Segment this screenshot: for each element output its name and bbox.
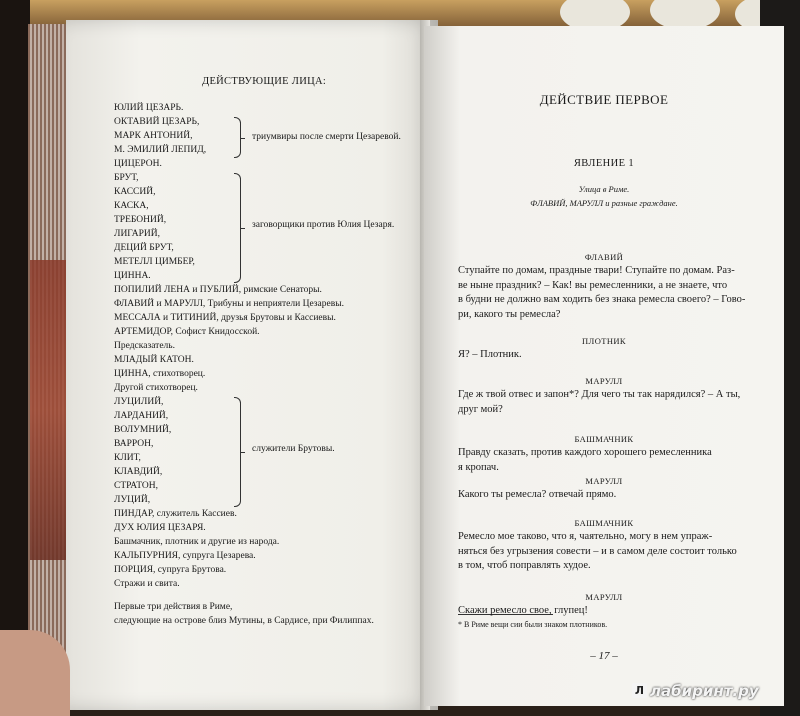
setting-line: Первые три действия в Риме, [114,602,233,612]
dialogue-line: ри, какого ты ремесла? [458,308,561,320]
brace-servants [234,397,241,507]
cast-line: ЦИННА. [114,271,151,281]
cast-line: ЛУЦИЛИЙ, [114,397,164,407]
cast-line: ПИНДАР, служитель Кассиев. [114,509,237,519]
cast-line: КАЛЬПУРНИЯ, супруга Цезарева. [114,551,256,561]
dialogue-line: Какого ты ремесла? отвечай прямо. [458,489,617,500]
cast-line: ЦИННА, стихотворец. [114,369,206,379]
dialogue-line: друг мой? [458,403,503,415]
cast-line: ПОПИЛИЙ ЛЕНА и ПУБЛИЙ, римские Сенаторы. [114,285,322,295]
cast-line: БРУТ, [114,173,139,183]
cast-line: КАССИЙ, [114,187,156,197]
act-title: ДЕЙСТВИЕ ПЕРВОЕ [539,92,669,107]
cast-line: МАРК АНТОНИЙ, [114,131,193,141]
cast-line: КАСКА, [114,201,149,211]
setting-line: следующие на острове близ Мутины, в Сардисе, при Филиппах. [114,616,374,626]
page-number: – 17 – [590,650,618,662]
cast-line: ДЕЦИЙ БРУТ, [114,243,174,253]
dialogue-line: в будни не должно вам ходить без знака ремесла своего? – Гово- [458,294,746,305]
footnote: * В Риме вещи сии были знаком плотников. [458,620,608,629]
dialogue-line: ве ныне праздник? – Как! вы ремесленники, а не знаете, что [458,279,728,291]
dialogue-line: няться без угрызения совести – и в самом деле состоит только [458,545,737,557]
cast-line: М. ЭМИЛИЙ ЛЕПИД, [114,145,207,155]
scene-cast: ФЛАВИЙ, МАРУЛЛ и разные граждане. [530,198,678,208]
cast-line: Башмачник, плотник и другие из народа. [114,537,280,547]
cast-line: ФЛАВИЙ и МАРУЛЛ, Трибуны и неприятели Цезаревы. [114,299,344,309]
hand [0,630,70,716]
cast-line: Предсказатель. [114,341,175,351]
cast-line: МЕТЕЛЛ ЦИМБЕР, [114,257,195,267]
cast-line: Другой стихотворец. [114,383,198,393]
speaker-name: МАРУЛЛ [585,476,623,486]
left-page [66,20,438,710]
cast-line: МЛАДЫЙ КАТОН. [114,355,194,365]
dialogue-line: Правду сказать, против каждого хорошего ремесленника [458,447,712,458]
group-note: триумвиры после смерти Цезаревой. [252,132,401,142]
speaker-name: БАШМАЧНИК [574,434,634,444]
speaker-name: ФЛАВИЙ [584,252,624,262]
cast-line: ВОЛУМНИЙ, [114,425,172,435]
cast-line: ЦИЦЕРОН. [114,159,162,169]
cast-line: ЛИГАРИЙ, [114,229,161,239]
dialogue-line: я кропач. [458,461,499,473]
brace-triumvirs [234,117,241,158]
speaker-name: БАШМАЧНИК [574,518,634,528]
speaker-name: МАРУЛЛ [585,592,623,602]
cast-line: КЛИТ, [114,453,141,463]
cast-line: АРТЕМИДОР, Софист Книдосской. [114,327,260,337]
cast-line: ДУХ ЮЛИЯ ЦЕЗАРЯ. [114,523,206,533]
dialogue-line: Где ж твой отвес и запон*? Для чего ты так нарядился? – А ты, [458,389,741,400]
watermark: лабиринт.ру [650,682,759,700]
brace-conspirators [234,173,241,283]
cast-line: ЛАРДАНИЙ, [114,411,169,421]
speaker-name: ПЛОТНИК [582,336,626,346]
cast-heading: ДЕЙСТВУЮЩИЕ ЛИЦА: [202,76,327,87]
dialogue-line: Ремесло мое таково, что я, чаятельно, могу в нем упраж- [458,531,713,542]
group-note: служители Брутовы. [252,444,335,454]
play-text [424,26,784,706]
scene-title: ЯВЛЕНИЕ 1 [573,158,635,169]
right-page [424,26,784,706]
speaker-name: МАРУЛЛ [585,376,623,386]
open-book [28,20,780,710]
cast-line: ЮЛИЙ ЦЕЗАРЬ. [114,103,184,113]
scene-location: Улица в Риме. [578,184,630,194]
dialogue-line: Ступайте по домам, праздные твари! Ступайте по домам. Раз- [458,265,735,276]
group-note: заговорщики против Юлия Цезаря. [252,220,395,230]
cast-line: Стражи и свита. [114,579,180,589]
cast-line: ТРЕБОНИЙ, [114,215,167,225]
background-left [0,0,30,716]
cast-line: ОКТАВИЙ ЦЕЗАРЬ, [114,117,200,127]
cast-line: ПОРЦИЯ, супруга Брутова. [114,565,227,575]
cast-line: ЛУЦИЙ, [114,495,151,505]
cast-line: ВАРРОН, [114,439,154,449]
dialogue-line: в том, чтоб поправлять худое. [458,560,591,571]
dialogue-line: Я? – Плотник. [458,349,522,360]
cast-list [66,20,438,710]
cast-line: СТРАТОН, [114,481,159,491]
cast-line: КЛАВДИЙ, [114,467,163,477]
labirint-logo-icon: Л [632,683,647,698]
cast-line: МЕССАЛА и ТИТИНИЙ, друзья Брутовы и Кассиевы. [114,313,336,323]
book-cover-band [30,260,66,560]
dialogue-line: Скажи ремесло свое, глупец! [458,605,588,616]
